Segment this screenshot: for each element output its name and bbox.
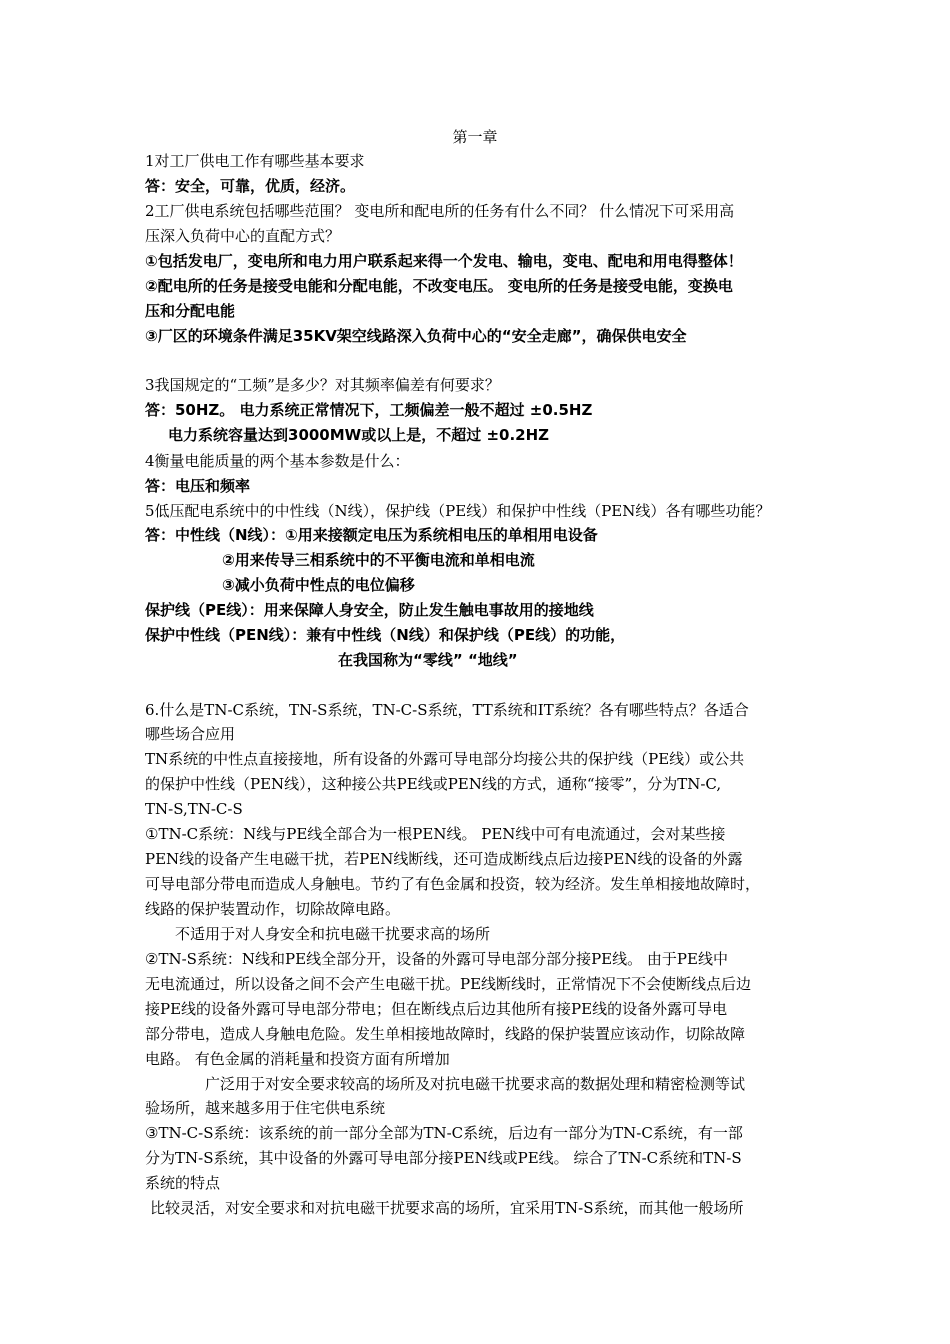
chapter-title: 第一章	[452, 128, 498, 146]
question-6-line-2: 哪些场合应用	[145, 725, 236, 743]
answer-2-item-3: ③厂区的环境条件满足35KV架空线路深入负荷中心的“安全走廊”，确保供电安全	[145, 327, 687, 345]
paragraph-line-1: TN系统的中性点直接接地，所有设备的外露可导电部分均接公共的保护线（PE线）或公共	[145, 750, 745, 768]
answer-3-line-2: 电力系统容量达到3000MW或以上是，不超过 ±0.2HZ	[168, 426, 550, 444]
paragraph-line-16: ③TN-C-S系统：该系统的前一部分全部为TN-C系统，后边有一部分为TN-C系统，有一部	[145, 1124, 743, 1142]
answer-5-line-2: ②用来传导三相系统中的不平衡电流和单相电流	[222, 551, 535, 569]
paragraph-line-14: 广泛用于对安全要求较高的场所及对抗电磁干扰要求高的数据处理和精密检测等试	[205, 1075, 746, 1093]
question-2-line-1: 2工厂供电系统包括哪些范围？ 变电所和配电所的任务有什么不同？ 什么情况下可采用高	[145, 202, 735, 220]
paragraph-line-3: TN-S,TN-C-S	[145, 800, 243, 818]
answer-4: 答：电压和频率	[145, 477, 251, 495]
answer-5-line-1: 答：中性线（N线）：①用来接额定电压为系统相电压的单相用电设备	[145, 526, 598, 544]
paragraph-line-2: 的保护中性线（PEN线），这种接公共PE线或PEN线的方式，通称“接零”，分为TN-C,	[145, 775, 722, 793]
question-6-line-1: 6.什么是TN-C系统，TN-S系统，TN-C-S系统，TT系统和IT系统？各有哪些特点？各适合	[145, 701, 749, 719]
question-2-line-2: 压深入负荷中心的直配方式？	[145, 227, 341, 245]
answer-1: 答：安全，可靠，优质，经济。	[145, 177, 356, 195]
paragraph-line-13: 电路。 有色金属的消耗量和投资方面有所增加	[145, 1050, 450, 1068]
paragraph-line-19: 比较灵活，对安全要求和对抗电磁干扰要求高的场所，宜采用TN-S系统，而其他一般场所	[150, 1199, 744, 1217]
paragraph-line-17: 分为TN-S系统，其中设备的外露可导电部分接PEN线或PE线。 综合了TN-C系统和TN-S	[145, 1149, 742, 1167]
paragraph-line-10: 无电流通过，所以设备之间不会产生电磁干扰。PE线断线时，正常情况下不会使断线点后边	[145, 975, 752, 993]
paragraph-line-11: 接PE线的设备外露可导电部分带电；但在断线点后边其他所有接PE线的设备外露可导电	[145, 1000, 728, 1018]
answer-5-line-6: 在我国称为“零线” “地线”	[338, 651, 518, 669]
paragraph-line-8: 不适用于对人身安全和抗电磁干扰要求高的场所	[175, 925, 491, 943]
question-1: 1对工厂供电工作有哪些基本要求	[145, 152, 365, 170]
paragraph-line-18: 系统的特点	[145, 1174, 221, 1192]
answer-2-item-2-line-2: 压和分配电能	[145, 302, 236, 320]
answer-2-item-1: ①包括发电厂，变电所和电力用户联系起来得一个发电、输电，变电、配电和用电得整体！	[145, 252, 743, 270]
answer-5-line-3: ③减小负荷中性点的电位偏移	[222, 576, 415, 594]
paragraph-line-9: ②TN-S系统：N线和PE线全部分开，设备的外露可导电部分部分接PE线。 由于PE线中	[145, 950, 728, 968]
answer-2-item-2-line-1: ②配电所的任务是接受电能和分配电能，不改变电压。 变电所的任务是接受电能，变换电	[145, 277, 733, 295]
paragraph-line-12: 部分带电，造成人身触电危险。发生单相接地故障时，线路的保护装置应该动作，切除故障	[145, 1025, 746, 1043]
answer-5-line-5: 保护中性线（PEN线）：兼有中性线（N线）和保护线（PE线）的功能，	[145, 626, 626, 644]
question-4: 4衡量电能质量的两个基本参数是什么：	[145, 452, 410, 470]
question-3: 3我国规定的“工频”是多少？对其频率偏差有何要求？	[145, 376, 500, 394]
paragraph-line-4: ①TN-C系统：N线与PE线全部合为一根PEN线。 PEN线中可有电流通过，会对某些接	[145, 825, 726, 843]
paragraph-line-7: 线路的保护装置动作，切除故障电路。	[145, 900, 401, 918]
paragraph-line-15: 验场所，越来越多用于住宅供电系统	[145, 1099, 386, 1117]
paragraph-line-6: 可导电部分带电而造成人身触电。节约了有色金属和投资，较为经济。发生单相接地故障时，	[145, 875, 761, 893]
question-5: 5低压配电系统中的中性线（N线），保护线（PE线）和保护中性线（PEN线）各有哪些功能？	[145, 502, 771, 520]
paragraph-line-5: PEN线的设备产生电磁干扰，若PEN线断线，还可造成断线点后边接PEN线的设备的外露	[145, 850, 743, 868]
answer-5-line-4: 保护线（PE线）：用来保障人身安全，防止发生触电事故用的接地线	[145, 601, 594, 619]
answer-3-line-1: 答：50HZ。 电力系统正常情况下，工频偏差一般不超过 ±0.5HZ	[145, 401, 593, 419]
